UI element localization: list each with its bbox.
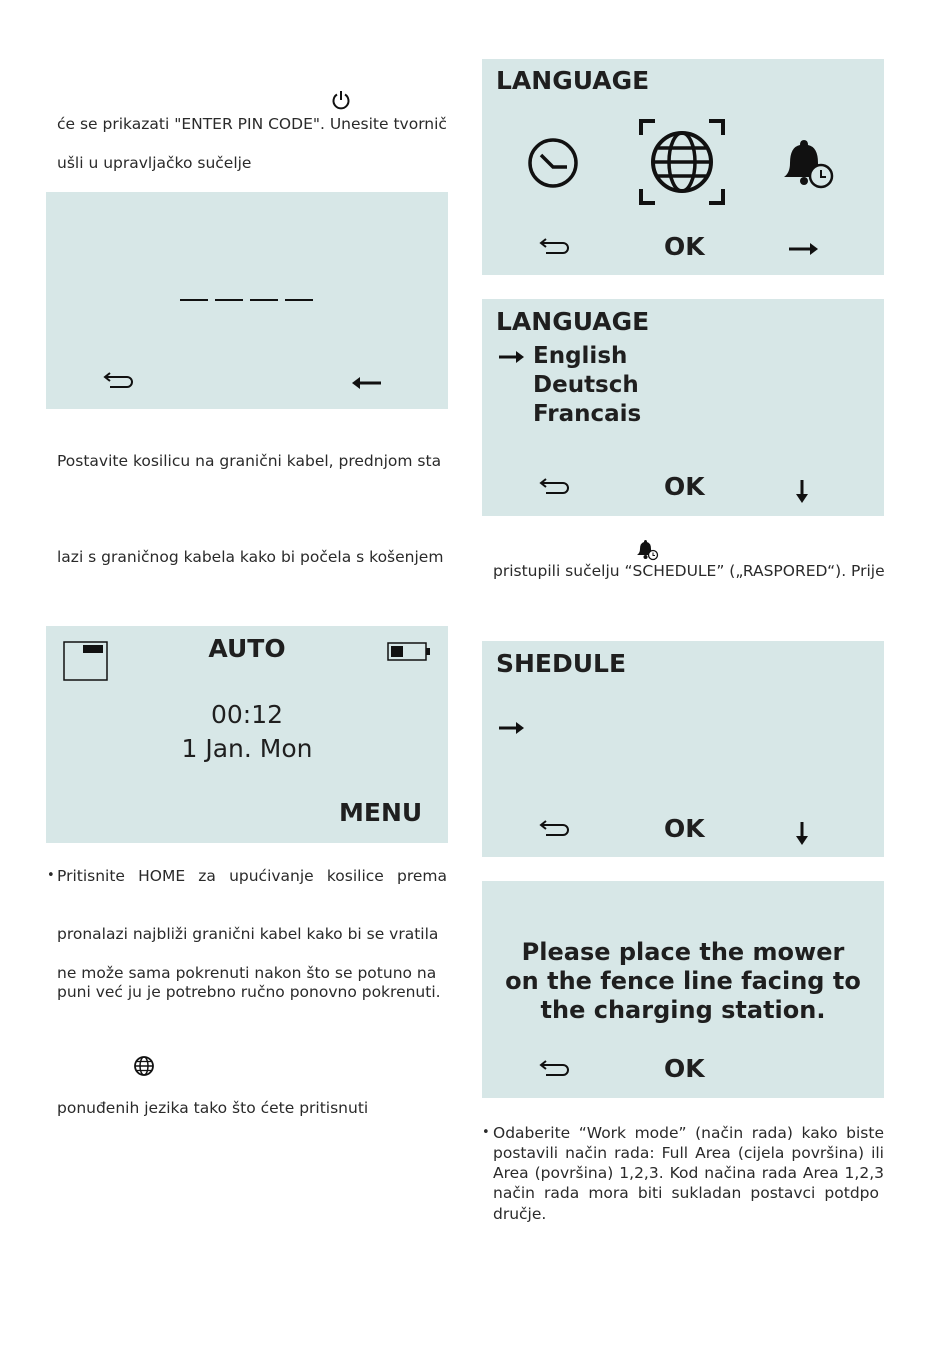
pin-placeholder-dashes: [180, 298, 314, 302]
ok-button[interactable]: OK: [664, 1054, 705, 1083]
globe-icon-small: [134, 1056, 154, 1076]
pin-code-panel: [46, 192, 448, 409]
time-display: 00:12: [210, 700, 284, 729]
language-menu-panel: [482, 59, 884, 275]
right-arrow-icon[interactable]: [788, 242, 818, 256]
bullet2-line-2: postavili način rada: Full Area (cijela površina) ili: [493, 1144, 884, 1162]
back-arrow-icon[interactable]: [539, 1058, 573, 1078]
selection-arrow-icon: [498, 350, 524, 364]
last-line: ponuđenih jezika tako što ćete pritisnuti: [57, 1099, 369, 1117]
panel-title: LANGUAGE: [496, 307, 650, 336]
language-select-panel: [482, 299, 884, 516]
para2-line-2: lazi s graničnog kabela kako bi počela s košenjem: [57, 548, 444, 566]
globe-icon-selected[interactable]: [639, 119, 725, 205]
ok-button[interactable]: OK: [664, 232, 705, 261]
schedule-panel: [482, 641, 884, 857]
ok-button[interactable]: OK: [664, 814, 705, 843]
bell-clock-icon[interactable]: [780, 137, 836, 191]
mode-label: AUTO: [208, 634, 286, 663]
bell-clock-icon-small: [636, 540, 660, 560]
back-arrow-icon[interactable]: [539, 236, 573, 256]
bullet1-line-4: puni već ju je potrebno ručno ponovno pokrenuti.: [57, 983, 441, 1001]
window-icon: [63, 641, 109, 681]
bullet1-line-3: ne može sama pokrenuti nakon što se potuno na: [57, 964, 437, 982]
panel-title: SHEDULE: [496, 649, 627, 678]
down-arrow-icon[interactable]: [795, 479, 809, 503]
intro-line-2: ušli u upravljačko sučelje: [57, 154, 252, 172]
bullet2-line-4: način rada mora biti sukladan postavci potdpo: [493, 1184, 879, 1202]
language-option-english[interactable]: English: [533, 343, 628, 369]
left-arrow-icon[interactable]: [352, 376, 382, 390]
down-arrow-icon[interactable]: [795, 821, 809, 845]
bullet-dot: •: [482, 1125, 490, 1140]
bullet2-line-1: Odaberite “Work mode” (način rada) kako biste: [493, 1124, 884, 1142]
message-line-3: the charging station.: [540, 996, 826, 1024]
selection-arrow-icon: [498, 721, 524, 735]
panel-title: LANGUAGE: [496, 66, 650, 95]
bullet1-line-1: Pritisnite HOME za upućivanje kosilice prema: [57, 867, 447, 885]
intro-line-1: će se prikazati "ENTER PIN CODE". Unesite tvornič: [57, 115, 447, 133]
message-line-1: Please place the mower: [521, 938, 845, 966]
place-mower-panel: [482, 881, 884, 1098]
ok-button[interactable]: OK: [664, 472, 705, 501]
language-option-deutsch[interactable]: Deutsch: [533, 372, 639, 398]
back-arrow-icon[interactable]: [539, 818, 573, 838]
power-icon: [331, 90, 351, 110]
clock-icon[interactable]: [527, 137, 579, 189]
bullet2-line-5: dručje.: [493, 1205, 547, 1223]
bullet2-line-3: Area (površina) 1,2,3. Kod načina rada Area 1,2,3: [493, 1164, 884, 1182]
back-arrow-icon[interactable]: [103, 370, 137, 390]
menu-button[interactable]: MENU: [339, 798, 423, 827]
para2-line-1: Postavite kosilicu na granični kabel, prednjom sta: [57, 452, 442, 470]
home-screen-panel: [46, 626, 448, 843]
back-arrow-icon[interactable]: [539, 476, 573, 496]
bullet1-line-2: pronalazi najbliži granični kabel kako bi se vratila: [57, 925, 439, 943]
date-display: 1 Jan. Mon: [181, 734, 313, 763]
battery-icon: [387, 642, 431, 662]
message-line-2: on the fence line facing to: [505, 967, 861, 995]
language-option-francais[interactable]: Francais: [533, 401, 642, 427]
schedule-line: pristupili sučelju “SCHEDULE” („RASPORED“). Prije: [493, 562, 885, 580]
bullet-dot: •: [47, 868, 55, 883]
